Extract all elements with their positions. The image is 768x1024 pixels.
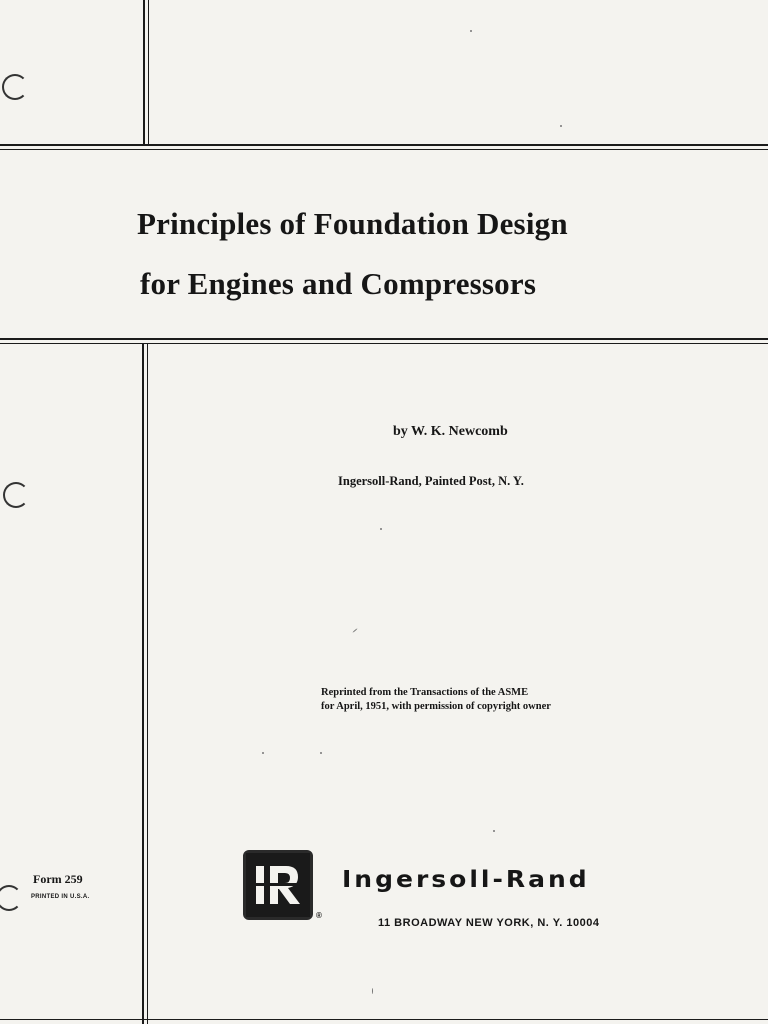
- scan-speck: [262, 752, 264, 754]
- lower-horizontal-rule: [0, 338, 768, 340]
- punch-hole-middle: [3, 482, 29, 508]
- ingersoll-rand-logo: [243, 850, 313, 920]
- bottom-horizontal-rule: [0, 1019, 768, 1020]
- top-left-vertical-rule: [143, 0, 145, 146]
- punch-hole-bottom: [0, 885, 22, 911]
- upper-horizontal-rule: [0, 144, 768, 146]
- ir-logo-icon: [246, 853, 310, 917]
- author-byline: by W. K. Newcomb: [393, 424, 508, 439]
- author-affiliation: Ingersoll-Rand, Painted Post, N. Y.: [338, 474, 524, 488]
- scan-speck: [380, 528, 382, 530]
- reprint-line-2: for April, 1951, with permission of copyright owner: [321, 701, 551, 712]
- document-title: [137, 194, 568, 314]
- reprint-line-1: Reprinted from the Transactions of the ASME: [321, 687, 529, 698]
- company-address: 11 BROADWAY NEW YORK, N. Y. 10004: [378, 917, 600, 929]
- lower-horizontal-rule-2: [0, 343, 768, 344]
- top-left-vertical-rule-2: [148, 0, 149, 146]
- printed-in-usa: PRINTED IN U.S.A.: [31, 894, 90, 900]
- scan-speck: [320, 752, 322, 754]
- title-line-1: Principles of Foundation Design: [137, 206, 568, 241]
- left-vertical-rule: [142, 344, 144, 1024]
- scan-speck: [470, 30, 472, 32]
- upper-horizontal-rule-2: [0, 149, 768, 150]
- reprint-notice: [321, 686, 551, 714]
- punch-hole-top: [2, 74, 28, 100]
- scan-speck: [352, 628, 357, 633]
- scan-speck: [560, 125, 562, 127]
- scan-speck: [493, 830, 495, 832]
- registered-trademark: ®: [316, 911, 322, 920]
- left-vertical-rule-2: [147, 344, 148, 1024]
- title-line-2: for Engines and Compressors: [140, 266, 537, 301]
- form-number: Form 259: [33, 872, 83, 886]
- company-name: Ingersoll-Rand: [342, 866, 590, 893]
- scan-speck: [372, 988, 373, 994]
